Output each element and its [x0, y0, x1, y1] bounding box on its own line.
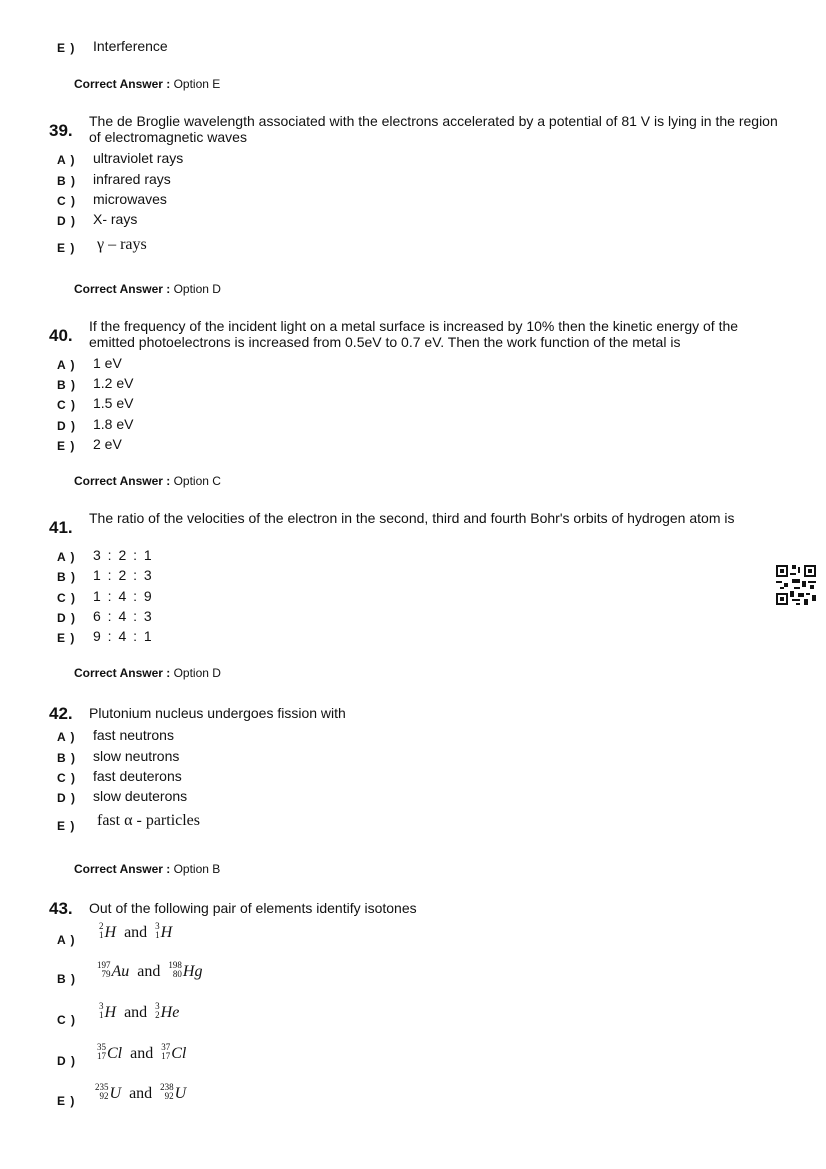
option-label: A ): [57, 153, 76, 167]
option-label: A ): [57, 550, 76, 564]
question-text: Out of the following pair of elements identify isotones: [89, 900, 417, 916]
question-number: 39.: [49, 121, 73, 140]
atomic-number: 92: [99, 1091, 109, 1102]
option-text: fast α - particles: [97, 812, 201, 829]
element-symbol: Hg: [182, 963, 203, 980]
atomic-number: 2: [155, 1010, 160, 1021]
mass-number: 37: [161, 1042, 171, 1053]
answer-prefix: Correct Answer :: [74, 474, 171, 488]
question-number: 40.: [49, 326, 73, 345]
answer-prefix: Correct Answer :: [74, 282, 171, 296]
correct-answer: [74, 666, 221, 680]
nuclide-pair: [97, 1042, 187, 1063]
option-label: A ): [57, 358, 76, 372]
element-symbol: U: [174, 1085, 187, 1102]
option-label: B ): [57, 570, 76, 584]
element-symbol: H: [104, 1004, 117, 1021]
question-number: 41.: [49, 518, 73, 537]
atomic-number: 17: [97, 1051, 106, 1062]
element-symbol: Cl: [171, 1045, 187, 1062]
mass-number: 2: [99, 921, 104, 932]
mass-number: 3: [155, 1001, 160, 1012]
nuclide-pair: [97, 960, 203, 981]
nuclide: [99, 1001, 117, 1022]
option-label: C ): [57, 1013, 76, 1027]
atomic-number: 1: [155, 930, 160, 941]
and-word: and: [137, 963, 161, 980]
answer-prefix: Correct Answer :: [74, 862, 171, 876]
atomic-number: 17: [161, 1051, 171, 1062]
answer-value: Option B: [173, 862, 221, 876]
question-text: Plutonium nucleus undergoes fission with: [89, 705, 346, 721]
atomic-number: 79: [101, 969, 111, 980]
nuclide-pair: [99, 1001, 180, 1022]
mass-number: 3: [155, 921, 160, 932]
correct-answer: [74, 474, 221, 488]
element-symbol: Au: [111, 963, 130, 980]
option-label: C ): [57, 591, 76, 605]
option-text: microwaves: [93, 191, 167, 207]
atomic-number: 80: [172, 969, 182, 980]
correct-answer: [74, 282, 221, 296]
option-label: E ): [57, 439, 76, 453]
option-text: 3 : 2 : 1: [93, 547, 152, 563]
option-label: D ): [57, 1054, 76, 1068]
option-text: X- rays: [93, 211, 138, 227]
correct-answer: [74, 862, 220, 876]
option-label: E ): [57, 241, 76, 255]
question-number: 43.: [49, 899, 73, 918]
option-text: fast deuterons: [93, 768, 182, 784]
question-number: 42.: [49, 704, 73, 723]
mass-number: 35: [97, 1042, 106, 1053]
atomic-number: 1: [99, 1010, 104, 1021]
question-text: If the frequency of the incident light on a metal surface is increased by 10% then the kinetic energy of the emitted photoelectrons is increased from 0.5eV to 0.7 eV. Then the work function of the metal is: [89, 318, 739, 350]
option-text: 6 : 4 : 3: [93, 608, 152, 624]
option-label: B ): [57, 378, 76, 392]
mass-number: 3: [99, 1001, 104, 1012]
option-text: 1.2 eV: [93, 375, 134, 391]
nuclide-pair: [99, 921, 173, 942]
option-label: C ): [57, 398, 76, 412]
and-word: and: [130, 1045, 154, 1062]
answer-value: Option C: [173, 474, 221, 488]
option-label: C ): [57, 771, 76, 785]
option-text: 1.5 eV: [93, 395, 134, 411]
question-text: The de Broglie wavelength associated with the electrons accelerated by a potential of 81 V is lying in the region of electromagnetic waves: [89, 113, 778, 145]
answer-prefix: Correct Answer :: [74, 77, 171, 91]
option-text: 2 eV: [93, 436, 122, 452]
mass-number: 198: [168, 960, 182, 971]
element-symbol: He: [160, 1004, 180, 1021]
mass-number: 197: [97, 960, 111, 971]
nuclide: [97, 1042, 123, 1063]
option-label: A ): [57, 730, 76, 744]
option-text: 1.8 eV: [93, 416, 134, 432]
element-symbol: H: [160, 924, 173, 941]
question-text: The ratio of the velocities of the electron in the second, third and fourth Bohr's orbits of hydrogen atom is: [89, 510, 735, 526]
atomic-number: 1: [99, 930, 104, 941]
nuclide: [155, 1001, 180, 1022]
option-text: slow deuterons: [93, 788, 188, 804]
option-label: D ): [57, 214, 76, 228]
answer-value: Option D: [173, 666, 221, 680]
mass-number: 238: [160, 1082, 174, 1093]
answer-value: Option D: [173, 282, 221, 296]
option-label: D ): [57, 419, 76, 433]
nuclide: [168, 960, 203, 981]
nuclide: [99, 921, 117, 942]
option-label: E ): [57, 1094, 76, 1108]
element-symbol: U: [109, 1085, 122, 1102]
answer-value: Option E: [173, 77, 221, 91]
option-text: 1 : 4 : 9: [93, 588, 152, 604]
nuclide: [155, 921, 173, 942]
option-label: E ): [57, 631, 76, 645]
option-text: ultraviolet rays: [93, 150, 184, 166]
option-text: 9 : 4 : 1: [93, 628, 152, 644]
element-symbol: Cl: [107, 1045, 123, 1062]
mass-number: 235: [95, 1082, 109, 1093]
option-label: A ): [57, 933, 76, 947]
and-word: and: [124, 924, 148, 941]
option-text: 1 : 2 : 3: [93, 567, 152, 583]
element-symbol: H: [104, 924, 117, 941]
option-label: D ): [57, 791, 76, 805]
option-text: Interference: [93, 38, 168, 54]
option-text: 1 eV: [93, 355, 122, 371]
correct-answer: [74, 77, 220, 91]
nuclide-pair: [95, 1082, 187, 1103]
option-label: C ): [57, 194, 76, 208]
atomic-number: 92: [164, 1091, 174, 1102]
option-label: B ): [57, 174, 76, 188]
option-label: B ): [57, 972, 76, 986]
option-label: E ): [57, 819, 76, 833]
answer-prefix: Correct Answer :: [74, 666, 171, 680]
nuclide: [97, 960, 130, 981]
option-label: D ): [57, 611, 76, 625]
option-text: slow neutrons: [93, 748, 180, 764]
option-text: γ – rays: [97, 236, 147, 253]
and-word: and: [129, 1085, 153, 1102]
nuclide: [160, 1082, 187, 1103]
nuclide: [95, 1082, 122, 1103]
option-label: B ): [57, 751, 76, 765]
option-text: fast neutrons: [93, 727, 174, 743]
option-label: E ): [57, 41, 76, 55]
option-text: infrared rays: [93, 171, 171, 187]
and-word: and: [124, 1004, 148, 1021]
nuclide: [161, 1042, 187, 1063]
qr-code-icon: [776, 565, 816, 605]
